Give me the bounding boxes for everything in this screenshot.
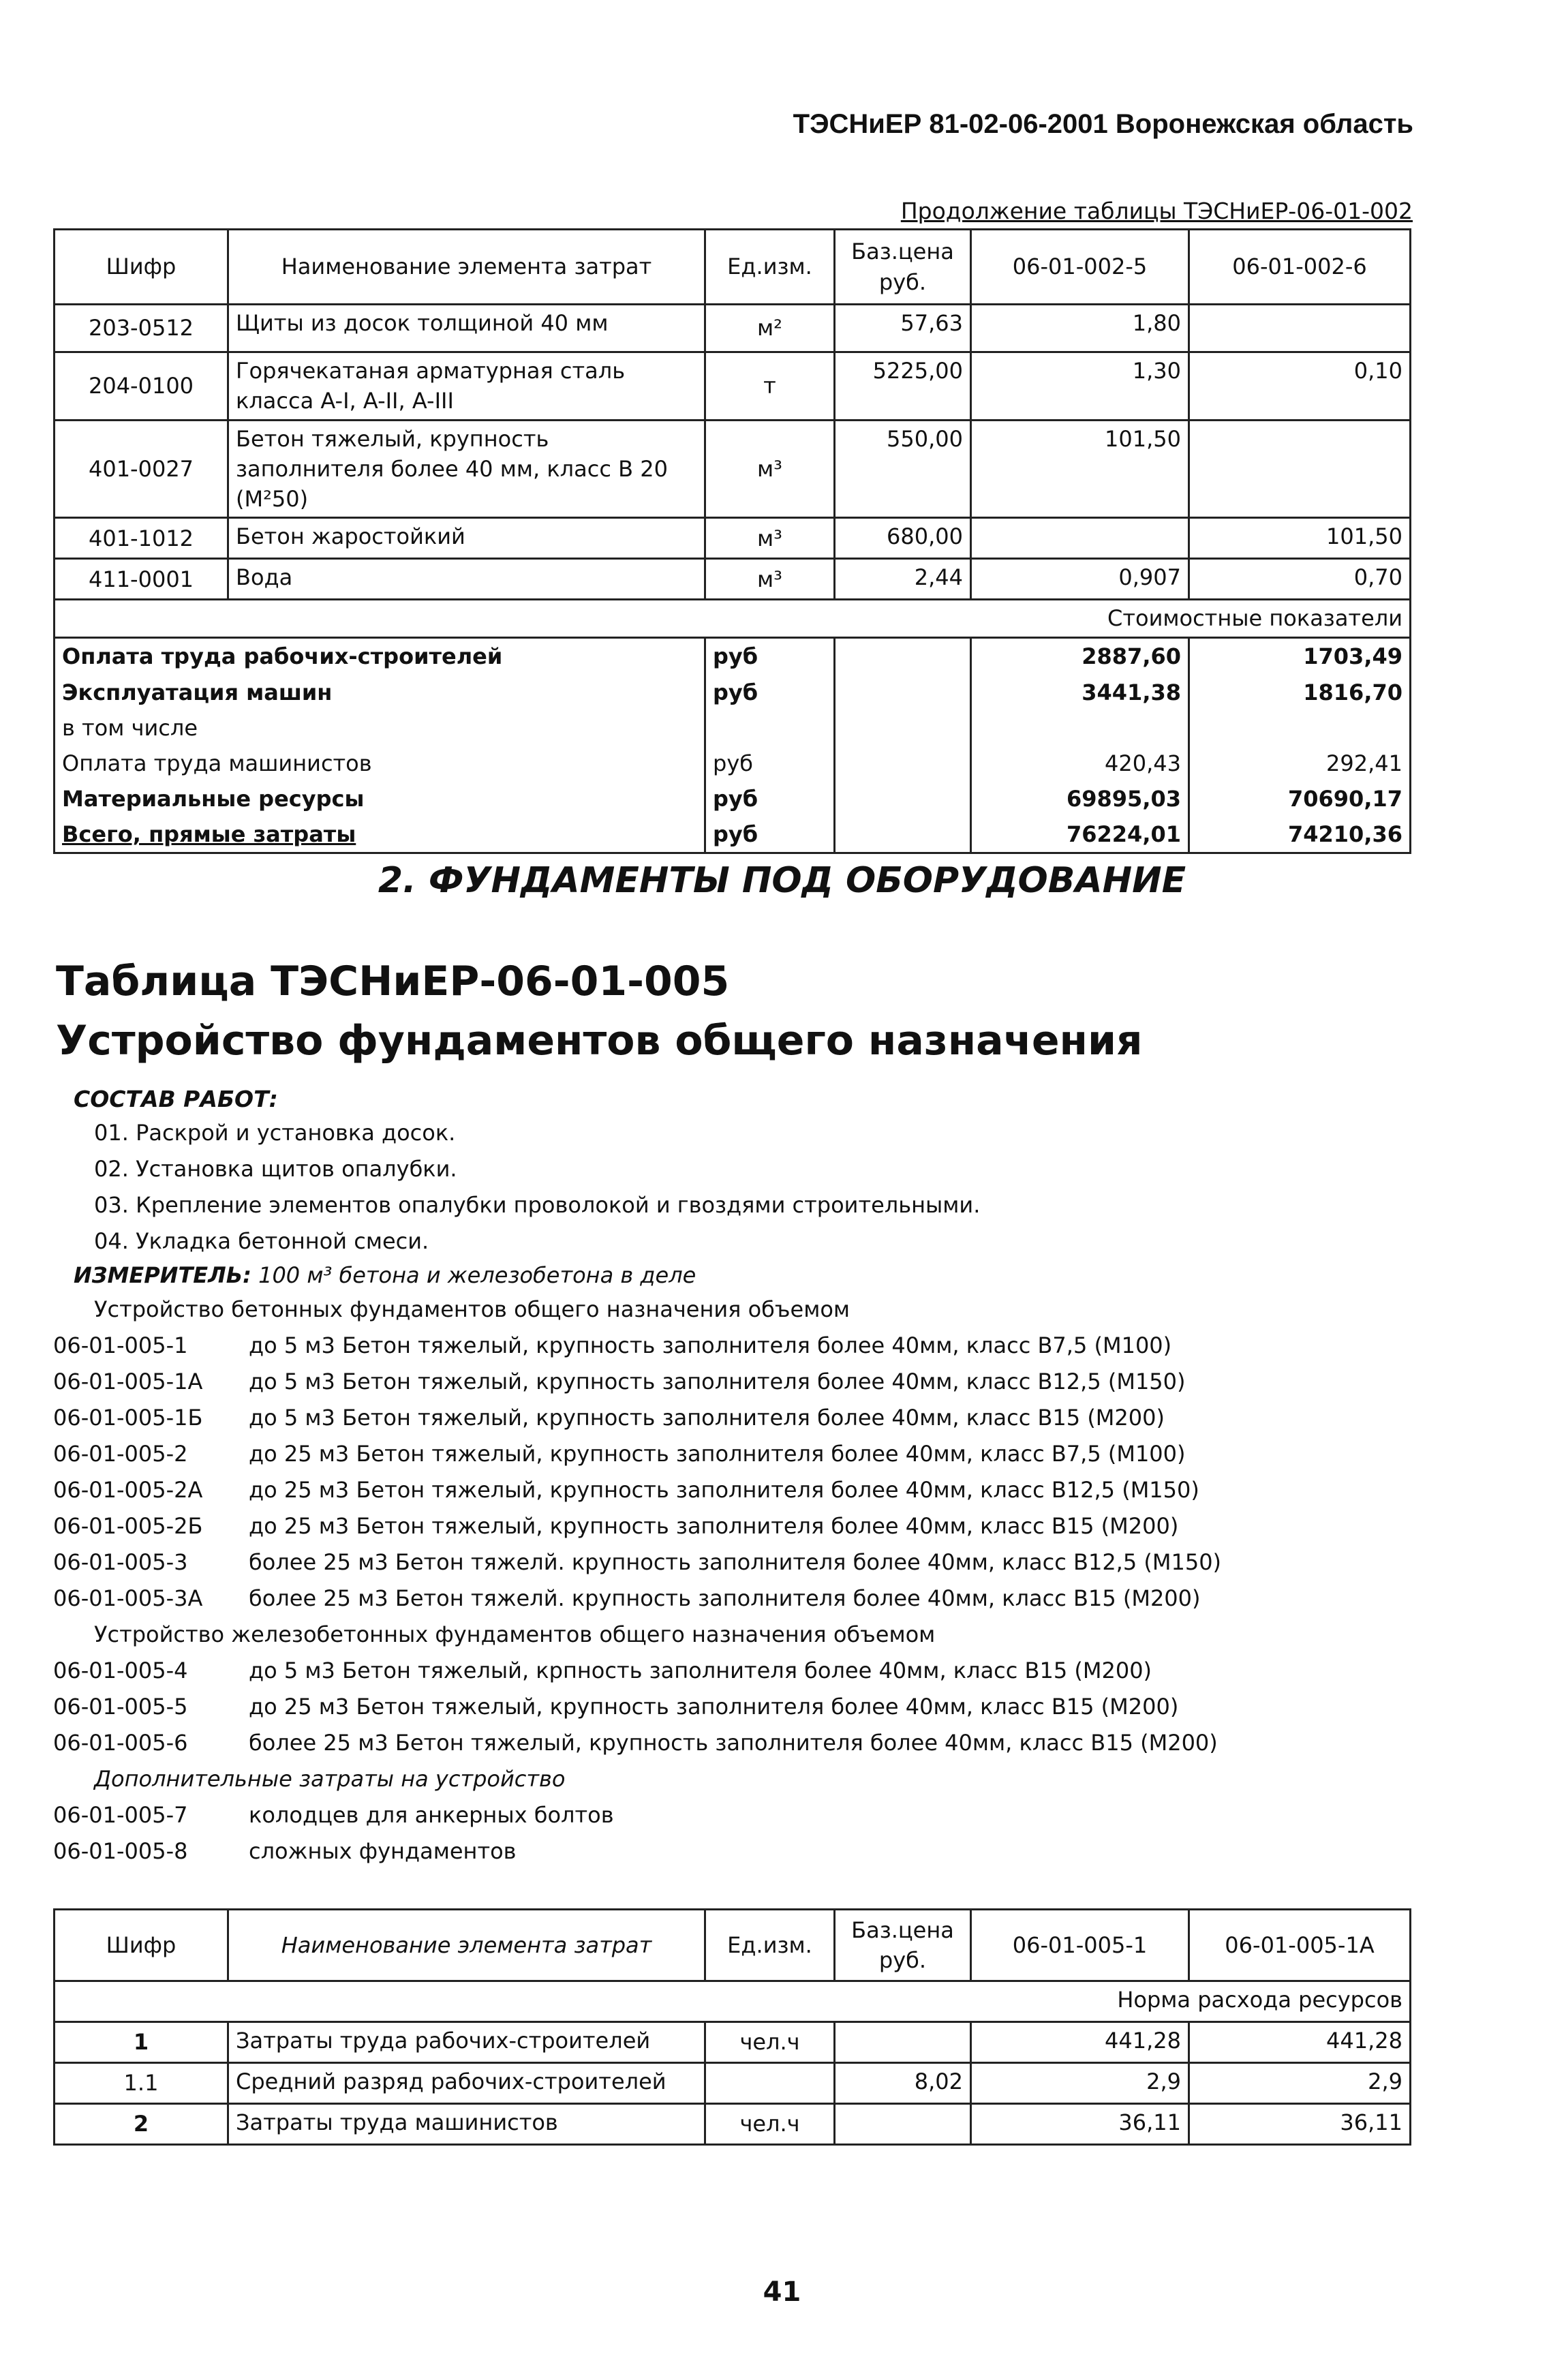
rate-text: до 5 м3 Бетон тяжелый, крупность заполнителя более 40мм, класс В15 (М200)	[249, 1405, 1165, 1431]
row-unit: м²	[705, 305, 835, 352]
norm-caption-row	[55, 1981, 1411, 2022]
row-price: 2,44	[835, 559, 971, 600]
row-price: 680,00	[835, 518, 971, 559]
cost-row	[55, 675, 1411, 710]
table-row	[55, 2104, 1411, 2145]
cost-value-2: 1703,49	[1189, 638, 1411, 675]
rate-text: более 25 м3 Бетон тяжелй. крупность заполнителя более 40мм, класс В15 (М200)	[249, 1585, 1201, 1611]
cost-label: Эксплуатация машин	[55, 675, 705, 710]
row-name: Бетон тяжелый, крупность заполнителя более 40 мм, класс В 20 (М²50)	[228, 421, 705, 518]
rate-code: 06-01-005-3	[53, 1549, 188, 1575]
row-code: 1.1	[55, 2063, 228, 2104]
meter-text: 100 м³ бетона и железобетона в деле	[258, 1262, 696, 1288]
cost-value-1: 76224,01	[971, 817, 1189, 853]
cost-value-1: 3441,38	[971, 675, 1189, 710]
row-unit: м³	[705, 559, 835, 600]
col-header-price: Баз.цена руб.	[835, 230, 971, 305]
cost-unit	[705, 710, 835, 746]
cost-empty	[835, 817, 971, 853]
resource-table-2	[53, 1908, 1411, 2146]
table-row	[55, 559, 1411, 600]
cost-row	[55, 638, 1411, 675]
row-name: Затраты труда машинистов	[228, 2104, 705, 2145]
section-title: 2. ФУНДАМЕНТЫ ПОД ОБОРУДОВАНИЕ	[378, 860, 1186, 901]
cost-label: Материальные ресурсы	[55, 781, 705, 817]
cost-empty	[835, 781, 971, 817]
rate-code: 06-01-005-8	[53, 1838, 188, 1864]
row-code: 204-0100	[55, 352, 228, 421]
row-value-2	[1189, 305, 1411, 352]
col-header-code: Шифр	[55, 230, 228, 305]
table-row	[55, 352, 1411, 421]
rate-text: до 5 м3 Бетон тяжелый, крупность заполнителя более 40мм, класс В12,5 (М150)	[249, 1369, 1186, 1394]
cost-unit: руб	[705, 638, 835, 675]
row-unit	[705, 2063, 835, 2104]
cost-value-1: 69895,03	[971, 781, 1189, 817]
rate-code: 06-01-005-1А	[53, 1369, 203, 1394]
cost-label: в том числе	[55, 710, 705, 746]
rate-text: до 25 м3 Бетон тяжелый, крупность заполнителя более 40мм, класс В7,5 (М100)	[249, 1441, 1186, 1467]
col-header-code: Шифр	[55, 1910, 228, 1981]
rate-text: более 25 м3 Бетон тяжелый, крупность заполнителя более 40мм, класс В15 (М200)	[249, 1730, 1218, 1756]
row-value-1: 101,50	[971, 421, 1189, 518]
work-item: 02. Установка щитов опалубки.	[94, 1156, 457, 1182]
resource-table-1	[53, 228, 1411, 854]
col-header-norm-2: 06-01-005-1А	[1189, 1910, 1411, 1981]
col-header-name: Наименование элемента затрат	[228, 230, 705, 305]
cost-value-2: 1816,70	[1189, 675, 1411, 710]
cost-row	[55, 710, 1411, 746]
rate-text: колодцев для анкерных болтов	[249, 1802, 614, 1828]
work-item: 01. Раскрой и установка досок.	[94, 1120, 456, 1146]
row-value-1: 36,11	[971, 2104, 1189, 2145]
meter-label: ИЗМЕРИТЕЛЬ:	[74, 1262, 251, 1288]
row-value-2: 2,9	[1189, 2063, 1411, 2104]
rate-text: сложных фундаментов	[249, 1838, 517, 1864]
table-row	[55, 305, 1411, 352]
table-row	[55, 2063, 1411, 2104]
row-unit: м³	[705, 518, 835, 559]
row-price: 550,00	[835, 421, 971, 518]
rate-code: 06-01-005-1Б	[53, 1405, 203, 1431]
table-title: Таблица ТЭСНиЕР-06-01-005	[56, 958, 730, 1005]
cost-label: Оплата труда машинистов	[55, 746, 705, 781]
rate-code: 06-01-005-2А	[53, 1477, 203, 1503]
row-code: 203-0512	[55, 305, 228, 352]
rate-code: 06-01-005-7	[53, 1802, 188, 1828]
col-header-unit: Ед.изм.	[705, 230, 835, 305]
row-code: 2	[55, 2104, 228, 2145]
row-value-2: 101,50	[1189, 518, 1411, 559]
row-price	[835, 2022, 971, 2063]
rate-text: до 25 м3 Бетон тяжелый, крупность заполнителя более 40мм, класс В15 (М200)	[249, 1513, 1179, 1539]
rate-text: более 25 м3 Бетон тяжелй. крупность заполнителя более 40мм, класс В12,5 (М150)	[249, 1549, 1222, 1575]
table-row	[55, 518, 1411, 559]
row-value-1: 1,30	[971, 352, 1189, 421]
row-code: 401-0027	[55, 421, 228, 518]
rate-code: 06-01-005-5	[53, 1694, 188, 1720]
group-heading: Устройство бетонных фундаментов общего назначения объемом	[94, 1296, 850, 1322]
row-value-1: 441,28	[971, 2022, 1189, 2063]
cost-value-2: 74210,36	[1189, 817, 1411, 853]
row-price: 57,63	[835, 305, 971, 352]
cost-value-1	[971, 710, 1189, 746]
page-number: 41	[763, 2276, 801, 2308]
cost-value-1: 2887,60	[971, 638, 1189, 675]
row-value-1	[971, 518, 1189, 559]
row-unit: м³	[705, 421, 835, 518]
row-code: 1	[55, 2022, 228, 2063]
rate-text: до 25 м3 Бетон тяжелый, крупность заполнителя более 40мм, класс В12,5 (М150)	[249, 1477, 1199, 1503]
row-value-1: 1,80	[971, 305, 1189, 352]
rate-code: 06-01-005-3А	[53, 1585, 203, 1611]
table-continuation-caption: Продолжение таблицы ТЭСНиЕР-06-01-002	[900, 198, 1413, 224]
group-heading: Устройство железобетонных фундаментов общего назначения объемом	[94, 1621, 936, 1647]
cost-empty	[835, 675, 971, 710]
rate-text: до 25 м3 Бетон тяжелый, крупность заполнителя более 40мм, класс В15 (М200)	[249, 1694, 1179, 1720]
cost-unit: руб	[705, 746, 835, 781]
row-value-1: 2,9	[971, 2063, 1189, 2104]
rate-code: 06-01-005-2	[53, 1441, 188, 1467]
rate-code: 06-01-005-1	[53, 1332, 188, 1358]
rate-text: до 5 м3 Бетон тяжелый, крупность заполнителя более 40мм, класс В7,5 (М100)	[249, 1332, 1172, 1358]
table-row	[55, 2022, 1411, 2063]
cost-empty	[835, 746, 971, 781]
row-value-2: 0,10	[1189, 352, 1411, 421]
cost-value-2: 70690,17	[1189, 781, 1411, 817]
row-value-1: 0,907	[971, 559, 1189, 600]
cost-value-1: 420,43	[971, 746, 1189, 781]
cost-row	[55, 817, 1411, 853]
cost-empty	[835, 710, 971, 746]
row-unit: т	[705, 352, 835, 421]
cost-value-2	[1189, 710, 1411, 746]
col-header-norm-2: 06-01-002-6	[1189, 230, 1411, 305]
row-price: 5225,00	[835, 352, 971, 421]
table-header-row	[55, 1910, 1411, 1981]
cost-unit: руб	[705, 817, 835, 853]
table-header-row	[55, 230, 1411, 305]
work-item: 03. Крепление элементов опалубки проволокой и гвоздями строительными.	[94, 1192, 981, 1218]
row-name: Горячекатаная арматурная сталь класса A-I, A-II, A-III	[228, 352, 705, 421]
cost-unit: руб	[705, 781, 835, 817]
row-value-2: 0,70	[1189, 559, 1411, 600]
cost-label: Всего, прямые затраты	[55, 817, 705, 853]
row-price: 8,02	[835, 2063, 971, 2104]
table-subtitle: Устройство фундаментов общего назначения	[56, 1017, 1143, 1065]
works-heading: СОСТАВ РАБОТ:	[74, 1086, 278, 1112]
rate-code: 06-01-005-6	[53, 1730, 188, 1756]
row-unit: чел.ч	[705, 2022, 835, 2063]
row-name: Затраты труда рабочих-строителей	[228, 2022, 705, 2063]
cost-label: Оплата труда рабочих-строителей	[55, 638, 705, 675]
row-price	[835, 2104, 971, 2145]
table-row	[55, 421, 1411, 518]
row-name: Щиты из досок толщиной 40 мм	[228, 305, 705, 352]
row-code: 401-1012	[55, 518, 228, 559]
group-heading: Дополнительные затраты на устройство	[94, 1766, 566, 1792]
rate-code: 06-01-005-4	[53, 1658, 188, 1683]
col-header-unit: Ед.изм.	[705, 1910, 835, 1981]
col-header-norm-1: 06-01-002-5	[971, 230, 1189, 305]
row-code: 411-0001	[55, 559, 228, 600]
row-name: Бетон жаростойкий	[228, 518, 705, 559]
cost-caption: Стоимостные показатели	[55, 600, 1411, 638]
cost-value-2: 292,41	[1189, 746, 1411, 781]
cost-row	[55, 781, 1411, 817]
row-value-2: 36,11	[1189, 2104, 1411, 2145]
rate-text: до 5 м3 Бетон тяжелый, крпность заполнителя более 40мм, класс В15 (М200)	[249, 1658, 1152, 1683]
row-name: Средний разряд рабочих-строителей	[228, 2063, 705, 2104]
cost-unit: руб	[705, 675, 835, 710]
rate-code: 06-01-005-2Б	[53, 1513, 203, 1539]
row-value-2	[1189, 421, 1411, 518]
row-name: Вода	[228, 559, 705, 600]
col-header-price: Баз.цена руб.	[835, 1910, 971, 1981]
meter-line	[74, 1262, 696, 1288]
row-value-2: 441,28	[1189, 2022, 1411, 2063]
row-unit: чел.ч	[705, 2104, 835, 2145]
norm-caption: Норма расхода ресурсов	[55, 1981, 1411, 2022]
running-header: ТЭСНиЕР 81-02-06-2001 Воронежская область	[793, 109, 1413, 139]
work-item: 04. Укладка бетонной смеси.	[94, 1228, 429, 1254]
cost-empty	[835, 638, 971, 675]
cost-row	[55, 746, 1411, 781]
col-header-name: Наименование элемента затрат	[228, 1910, 705, 1981]
col-header-norm-1: 06-01-005-1	[971, 1910, 1189, 1981]
cost-caption-row	[55, 600, 1411, 638]
